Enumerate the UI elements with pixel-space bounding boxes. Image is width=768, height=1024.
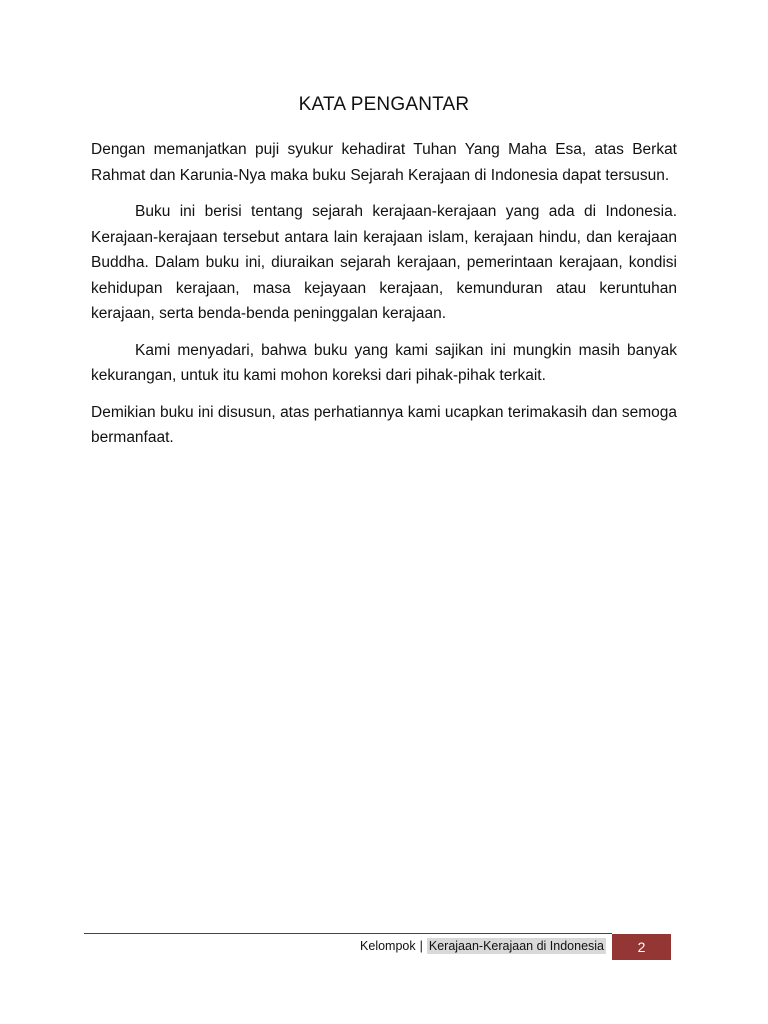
page-number-box (612, 934, 671, 960)
page-title: KATA PENGANTAR (298, 94, 470, 115)
page-footer (0, 934, 768, 960)
paragraph-4: Demikian buku ini disusun, atas perhatiannya kami ucapkan terimakasih dan semoga bermanfaat. (91, 403, 677, 446)
footer-text (360, 939, 606, 953)
page-number: 2 (637, 939, 646, 955)
footer-book-title: Kerajaan-Kerajaan di Indonesia (428, 939, 604, 953)
footer-separator: | (419, 939, 423, 953)
footer-group-label: Kelompok (360, 939, 416, 953)
paragraph-1: Dengan memanjatkan puji syukur kehadirat Tuhan Yang Maha Esa, atas Berkat Rahmat dan Karunia-Nya maka buku Sejarah Kerajaan di Indonesia dapat tersusun. (91, 141, 677, 184)
paragraph-2: Buku ini berisi tentang sejarah kerajaan-kerajaan yang ada di Indonesia. Kerajaan-kerajaan tersebut antara lain kerajaan islam, kerajaan hindu, dan kerajaan Buddha. Dalam buku ini, diuraikan sejarah kerajaan, pemerintaan kerajaan, kondisi kehidupan kerajaan, masa kejayaan kerajaan, kemunduran atau keruntuhan kerajaan, serta benda-benda peninggalan kerajaan. (91, 203, 677, 322)
body-text (91, 137, 677, 462)
paragraph-3: Kami menyadari, bahwa buku yang kami sajikan ini mungkin masih banyak kekurangan, untuk itu kami mohon koreksi dari pihak-pihak terkait. (91, 341, 677, 384)
